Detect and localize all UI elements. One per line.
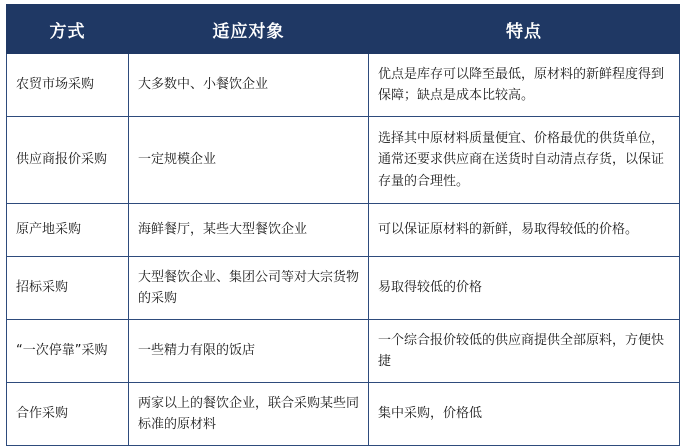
cell-feature: 优点是库存可以降至最低，原材料的新鲜程度得到保障；缺点是成本比较高。 <box>369 54 680 117</box>
cell-target: 两家以上的餐饮企业，联合采购某些同标准的原材料 <box>129 383 369 446</box>
table-row <box>7 54 680 117</box>
header-row <box>7 5 680 54</box>
cell-method: 招标采购 <box>7 257 129 320</box>
cell-target: 大型餐饮企业、集团公司等对大宗货物的采购 <box>129 257 369 320</box>
table-row <box>7 320 680 383</box>
procurement-methods-table <box>6 4 680 446</box>
cell-feature: 一个综合报价较低的供应商提供全部原料，方便快捷 <box>369 320 680 383</box>
cell-feature: 易取得较低的价格 <box>369 257 680 320</box>
table-row <box>7 117 680 204</box>
table-body <box>7 54 680 446</box>
cell-feature: 可以保证原材料的新鲜，易取得较低的价格。 <box>369 204 680 257</box>
column-header-target: 适应对象 <box>129 5 369 54</box>
cell-method: 合作采购 <box>7 383 129 446</box>
cell-method: 供应商报价采购 <box>7 117 129 204</box>
cell-method: 农贸市场采购 <box>7 54 129 117</box>
table-header <box>7 5 680 54</box>
table-row <box>7 204 680 257</box>
cell-target: 海鲜餐厅，某些大型餐饮企业 <box>129 204 369 257</box>
cell-target: 一定规模企业 <box>129 117 369 204</box>
cell-target: 一些精力有限的饭店 <box>129 320 369 383</box>
cell-target: 大多数中、小餐饮企业 <box>129 54 369 117</box>
column-header-method: 方式 <box>7 5 129 54</box>
cell-feature: 选择其中原材料质量便宜、价格最优的供货单位，通常还要求供应商在送货时自动清点存货，以保证存量的合理性。 <box>369 117 680 204</box>
table-row <box>7 383 680 446</box>
column-header-feature: 特点 <box>369 5 680 54</box>
cell-method: 原产地采购 <box>7 204 129 257</box>
cell-method: “一次停靠”采购 <box>7 320 129 383</box>
table-row <box>7 257 680 320</box>
cell-feature: 集中采购，价格低 <box>369 383 680 446</box>
